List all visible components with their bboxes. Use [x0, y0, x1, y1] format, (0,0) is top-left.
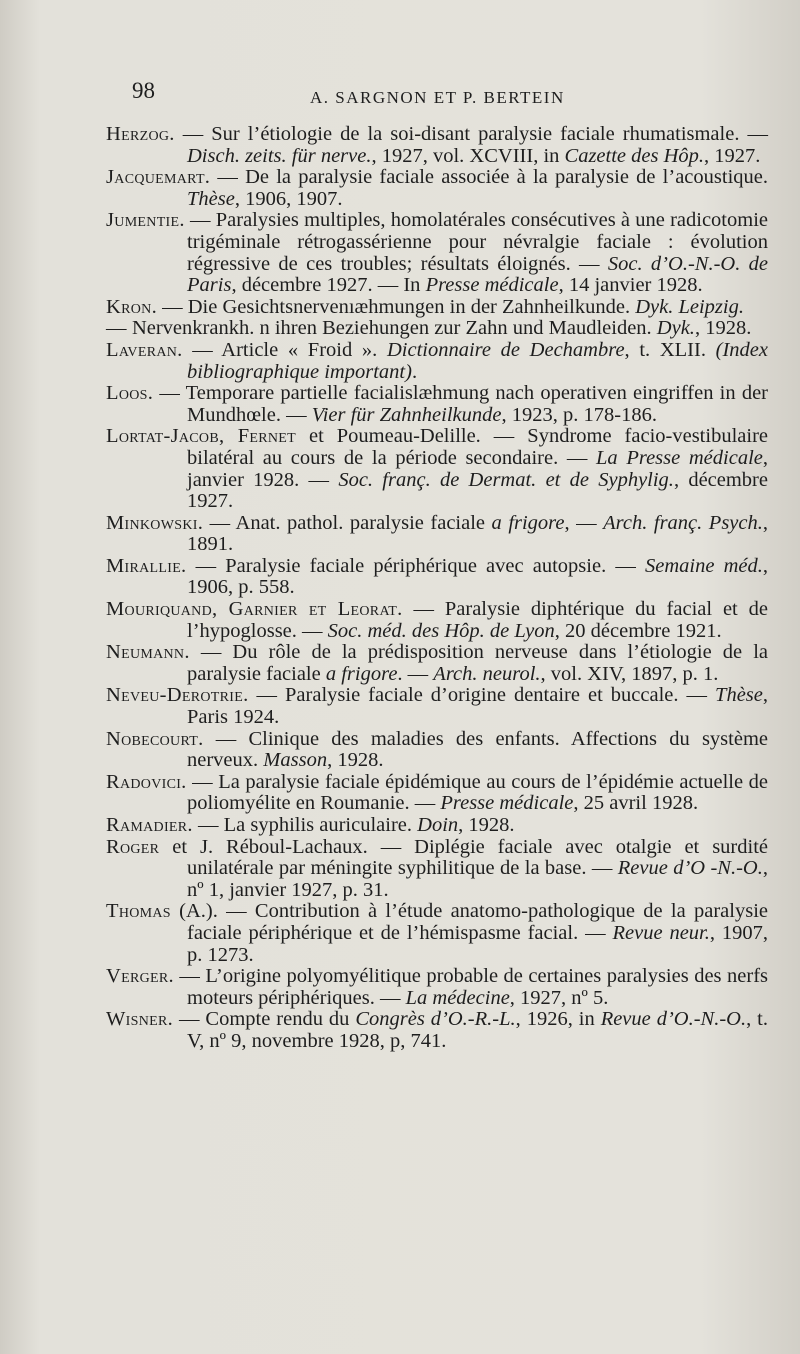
bibliography-entry [106, 513, 768, 556]
entry-text: , t. V, nº 9, novembre 1928, p, 741. [187, 1008, 768, 1052]
entry-source: a frigore [325, 662, 398, 685]
entry-text: — Sur l’étiologie de la soi-disant paralysie faciale rhumatismale. — [174, 123, 768, 145]
entry-text: , décembre 1927. [187, 468, 768, 513]
bibliography-entry [106, 340, 768, 383]
entry-source: Cazette des Hôp. [564, 144, 705, 167]
entry-text: , 1923, p. 178-186. [501, 403, 657, 426]
entry-text: , 1907, p. 1273. [187, 921, 769, 966]
entry-text: (A.). — Contribution à l’étude anatomo-pathologique de la paralysie faciale périphérique et de l’hémispasme facial. — [170, 900, 768, 944]
entry-source: La médecine [405, 986, 510, 1009]
entry-author: Neumann. [106, 641, 190, 664]
entry-author: Minkowski. [106, 511, 204, 534]
entry-text: — Anat. pathol. paralysie faciale [203, 511, 492, 534]
entry-source: Revue neur. [612, 921, 710, 944]
bibliography-entry [106, 966, 768, 1009]
entry-source: Vier für Zahnheilkunde [311, 403, 502, 426]
entry-source: Dictionnaire de Dechambre [386, 338, 625, 361]
bibliography-entry [106, 729, 768, 772]
bibliography-entry [106, 1009, 768, 1052]
entry-text: — Paralysie faciale d’origine dentaire et buccale. — [248, 684, 716, 707]
entry-source: Arch. franç. Psych. [603, 511, 763, 534]
bibliography-entry [106, 124, 768, 167]
entry-author: Neveu-Derotrie. [106, 684, 249, 707]
entry-text: , 1927, nº 5. [509, 986, 609, 1009]
entry-source: Soc. méd. des Hôp. de Lyon [327, 619, 555, 642]
running-head: A. SARGNON ET P. BERTEIN [310, 88, 565, 107]
entry-author: Verger. [106, 965, 174, 988]
entry-text: , 1928. [327, 749, 384, 772]
entry-author: Kron. [106, 295, 157, 318]
entry-author: Mouriquand, Garnier et Leorat. [106, 598, 403, 621]
entry-source: (Index bibliographique important) [187, 338, 768, 383]
entry-text: — Paralysie diphtérique du facial et de l’hypoglosse. — [187, 598, 768, 642]
entry-text: — Temporare partielle facialislæhmung nach operativen eingriffen in der Mundhœle. — [153, 382, 768, 426]
entry-author: Wisner. [106, 1008, 174, 1031]
bibliography-list [106, 124, 768, 1053]
entry-source: Congrès d’O.-R.-L. [355, 1008, 516, 1031]
bibliography-entry [106, 556, 768, 599]
entry-text: , vol. XIV, 1897, p. 1. [540, 662, 719, 685]
entry-text: Nervenkrankh. n ihren Beziehungen zur Zahn und Maudleiden. [126, 317, 657, 340]
entry-source: Semaine méd. [645, 554, 763, 577]
entry-source: Masson [263, 749, 328, 772]
entry-text: , Paris 1924. [187, 684, 768, 729]
entry-text: , 1928. [694, 317, 752, 340]
entry-source: a frigore [491, 511, 565, 534]
entry-text: et Poumeau-Delille. — Syndrome facio-vestibulaire bilatéral au cours de la période secondaire. — [187, 425, 768, 469]
entry-author: Mirallie. [106, 554, 187, 577]
bibliography-entry [106, 210, 768, 296]
entry-author: Laveran. [106, 338, 183, 361]
entry-source: La Presse médicale [596, 446, 763, 469]
entry-text: — Paralysie faciale périphérique avec autopsie. — [186, 554, 645, 577]
entry-author: Nobecourt. [106, 727, 204, 750]
entry-text: et J. Réboul-Lachaux. — Diplégie faciale avec otalgie et surdité unilatérale par méningite syphilitique de la base. — [159, 835, 768, 880]
entry-author: Roger [106, 835, 160, 858]
entry-source: Revue d’O -N.-O. [617, 857, 763, 880]
entry-text: , janvier 1928. — [187, 446, 768, 491]
entry-author: Ramadier. [106, 814, 193, 836]
entry-text: — La paralysie faciale épidémique au cours de l’épidémie actuelle de poliomyélite en Roumanie. — [186, 770, 768, 815]
entry-text: — Article « Froid ». [182, 338, 387, 361]
entry-text: — Die Gesichtsnervenıæhmungen in der Zahnheilkunde. [157, 295, 636, 318]
bibliography-entry [106, 837, 768, 902]
bibliography-entry [106, 297, 768, 319]
entry-source: Dyk. [656, 317, 695, 340]
entry-source: Presse médicale [440, 792, 574, 815]
entry-source: Disch. zeits. für nerve. [187, 144, 372, 167]
entry-source: Soc. d’O.-N.-O. de Paris [187, 252, 768, 297]
entry-source: Thèse [715, 684, 763, 707]
entry-text: , 1891. [187, 511, 768, 556]
entry-text: — De la paralysie faciale associée à la paralysie de l’acoustique. [210, 166, 768, 189]
entry-source: Revue d’O.-N.-O. [600, 1008, 747, 1031]
bibliography-entry [106, 599, 768, 642]
entry-text: . [411, 360, 418, 383]
bibliography-entry [106, 772, 768, 815]
entry-author: Loos. [106, 382, 154, 405]
entry-text: — Paralysies multiples, homolatérales consécutives à une radicotomie trigéminale rétrogassérienne pour névralgie faciale : évolution régressive de ces troubles; résultats éloignés. — [184, 209, 768, 275]
entry-text: , 1927, vol. XCVIII, in [371, 144, 565, 167]
entry-text: — L’origine polyomyélitique probable de certaines paralysies des nerfs moteurs périphériques. — [173, 965, 768, 1009]
entry-text: , 14 janvier 1928. [558, 274, 703, 297]
entry-source: Arch. neurol. [433, 662, 541, 685]
bibliography-entry [106, 815, 768, 837]
entry-text: , 1928. [458, 814, 515, 836]
bibliography-entry [106, 318, 768, 340]
entry-text: , 20 décembre 1921. [554, 619, 722, 642]
entry-source: Dyk. Leipzig. [635, 295, 744, 318]
entry-text: — La syphilis auriculaire. [192, 814, 418, 836]
entry-source: Doin [417, 814, 459, 836]
entry-author: Lortat-Jacob, Fernet [106, 425, 296, 448]
entry-text: , décembre 1927. — In [231, 274, 426, 297]
entry-text: , 1927. [704, 144, 761, 167]
bibliography-entry [106, 685, 768, 728]
entry-text: , 1906, p. 558. [187, 554, 768, 599]
entry-author: — [106, 317, 127, 340]
bibliography-entry [106, 383, 768, 426]
entry-text: , t. XLII. [624, 338, 716, 361]
entry-author: Jacquemart. [106, 166, 211, 189]
entry-text: , nº 1, janvier 1927, p. 31. [187, 857, 768, 901]
page-number: 98 [132, 78, 155, 103]
bibliography-entry [106, 167, 768, 210]
bibliography-entry [106, 426, 768, 512]
entry-source: Thèse [187, 187, 235, 210]
entry-author: Jumentie. [106, 209, 185, 232]
entry-author: Thomas [106, 900, 171, 923]
entry-source: Soc. franç. de Dermat. et de Syphylig. [338, 468, 674, 491]
entry-text: . — [397, 662, 434, 685]
entry-author: Radovici. [106, 770, 187, 793]
bibliography-entry [106, 642, 768, 685]
entry-text: , — [564, 511, 604, 534]
page-header [132, 78, 772, 108]
entry-text: , 25 avril 1928. [573, 792, 699, 815]
entry-text: — Compte rendu du [173, 1008, 356, 1031]
entry-text: — Du rôle de la prédisposition nerveuse dans l’étiologie de la paralysie faciale [187, 641, 768, 685]
entry-text: , 1906, 1907. [234, 187, 343, 210]
entry-text: — Clinique des maladies des enfants. Affections du système nerveux. [187, 727, 768, 772]
entry-source: Presse médicale [425, 274, 559, 297]
bibliography-entry [106, 901, 768, 966]
entry-text: , 1926, in [515, 1008, 601, 1031]
entry-author: Herzog. [106, 123, 175, 145]
